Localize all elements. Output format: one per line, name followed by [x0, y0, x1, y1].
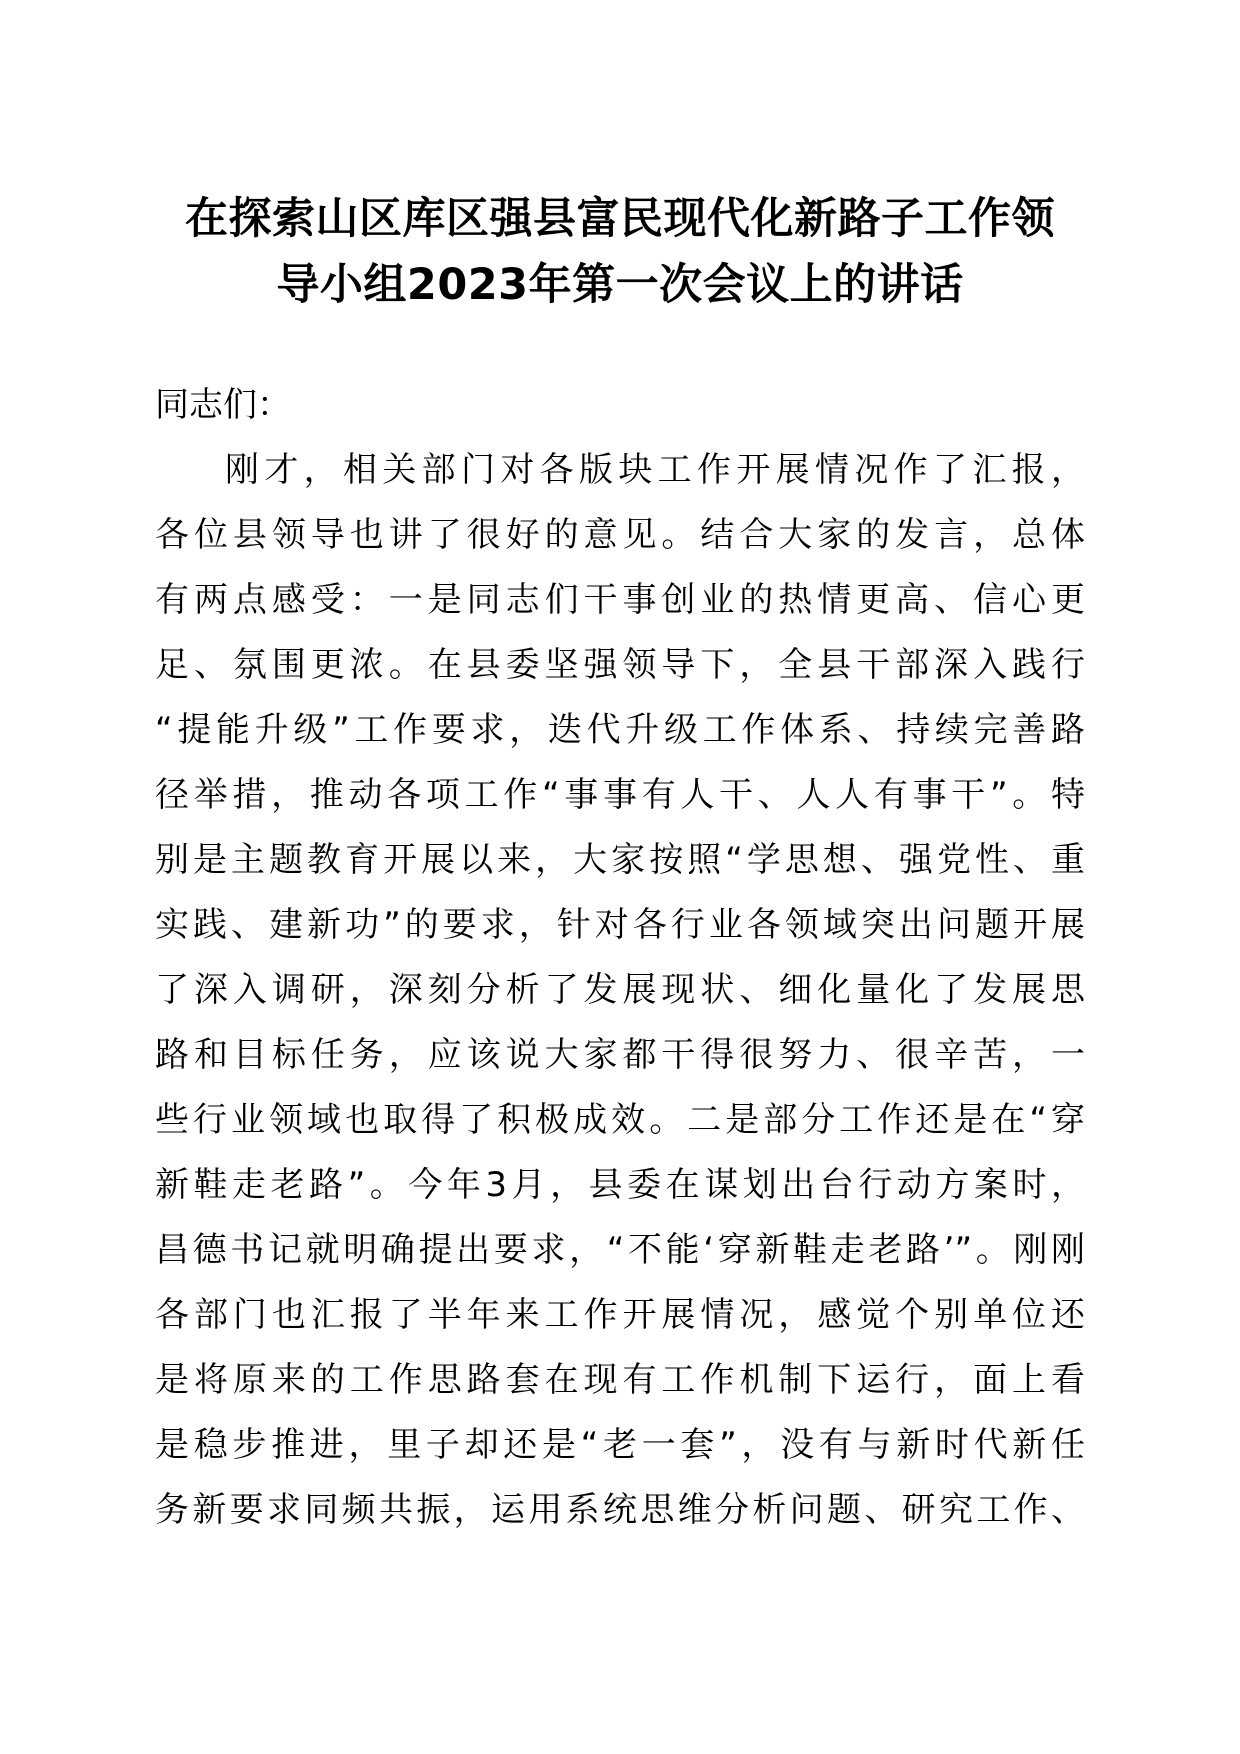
- document-body: [155, 373, 1085, 1543]
- body-line: 各位县领导也讲了很好的意见。结合大家的发言，总体: [155, 515, 1085, 555]
- body-line: 路和目标任务，应该说大家都干得很努力、很辛苦，一: [155, 1035, 1085, 1075]
- body-line: “提能升级”工作要求，迭代升级工作体系、持续完善路: [155, 710, 1085, 750]
- body-line: 实践、建新功”的要求，针对各行业各领域突出问题开展: [155, 905, 1085, 945]
- body-line: 昌德书记就明确提出要求，“不能‘穿新鞋走老路’”。刚刚: [155, 1230, 1085, 1270]
- body-line: 些行业领域也取得了积极成效。二是部分工作还是在“穿: [155, 1100, 1085, 1140]
- body-line: 是稳步推进，里子却还是“老一套”，没有与新时代新任: [155, 1425, 1085, 1465]
- body-line: 径举措，推动各项工作“事事有人干、人人有事干”。特: [155, 775, 1085, 815]
- body-line: 务新要求同频共振，运用系统思维分析问题、研究工作、: [155, 1490, 1085, 1530]
- body-line: 新鞋走老路”。今年3月，县委在谋划出台行动方案时，: [155, 1165, 1085, 1205]
- document-title: [140, 186, 1100, 318]
- body-line: 各部门也汇报了半年来工作开展情况，感觉个别单位还: [155, 1295, 1085, 1335]
- body-line: 有两点感受：一是同志们干事创业的热情更高、信心更: [155, 580, 1085, 620]
- title-line-2: 导小组2023年第一次会议上的讲话: [276, 260, 964, 310]
- body-line: 了深入调研，深刻分析了发展现状、细化量化了发展思: [155, 970, 1085, 1010]
- body-line: 刚才，相关部门对各版块工作开展情况作了汇报，: [225, 450, 1085, 490]
- salutation: 同志们：: [155, 385, 291, 425]
- body-line: 别是主题教育开展以来，大家按照“学思想、强党性、重: [155, 840, 1085, 880]
- body-line: 足、氛围更浓。在县委坚强领导下，全县干部深入践行: [155, 645, 1085, 685]
- title-line-1: 在探索山区库区强县富民现代化新路子工作领: [185, 194, 1055, 244]
- body-line: 是将原来的工作思路套在现有工作机制下运行，面上看: [155, 1360, 1085, 1400]
